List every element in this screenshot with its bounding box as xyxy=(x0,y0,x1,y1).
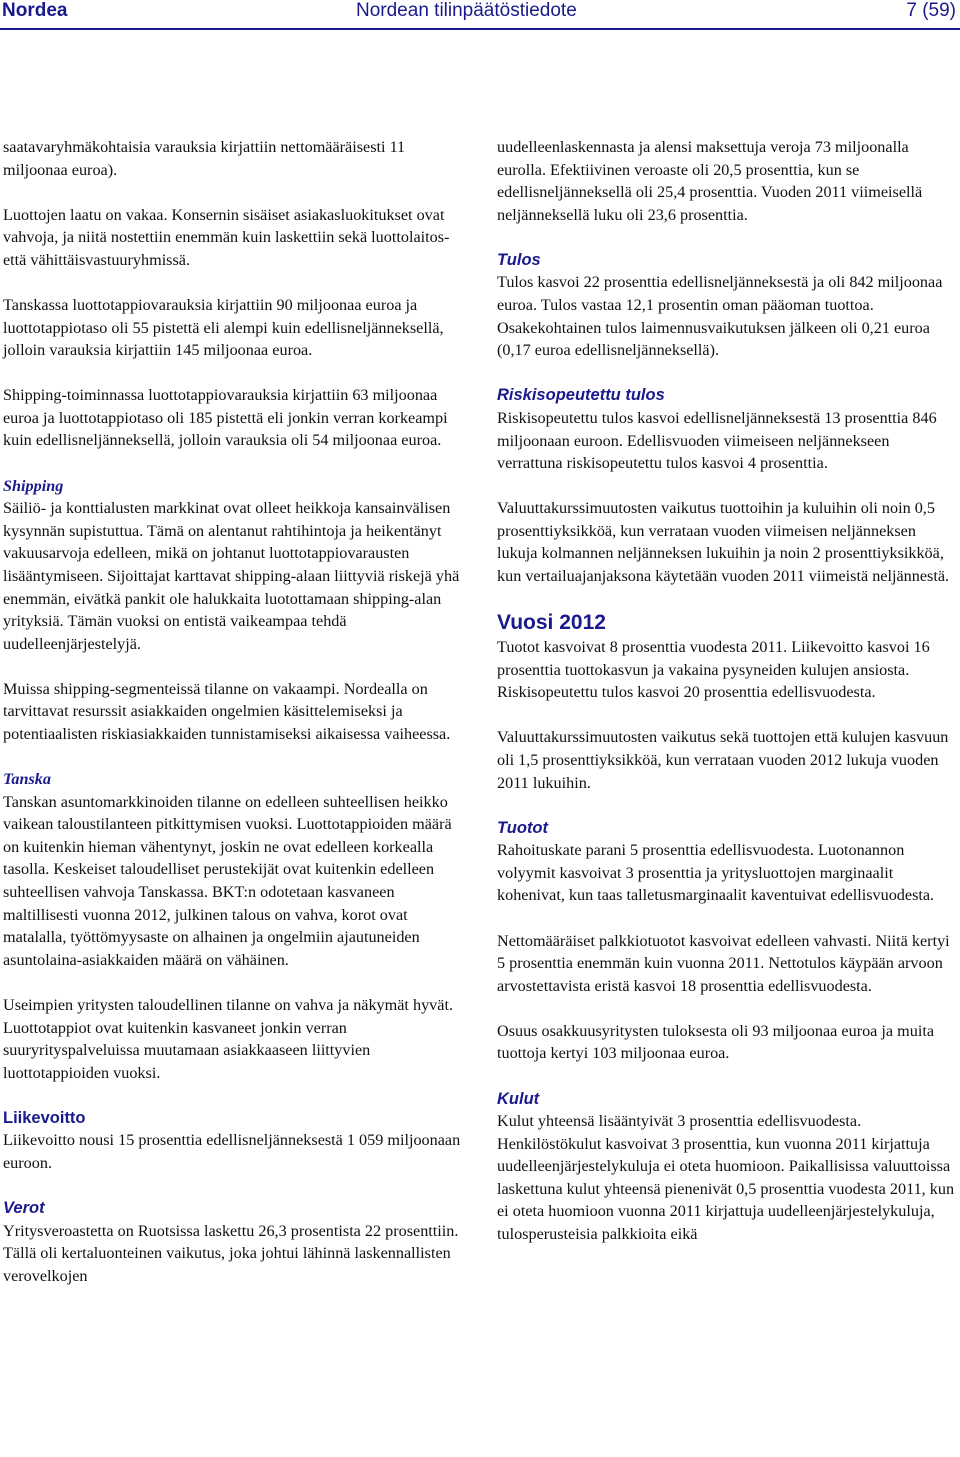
paragraph: Yritysveroastetta on Ruotsissa laskettu 26,3 prosentista 22 prosenttiin. Tällä oli kertaluonteinen vaikutus, joka johtui lähinnä laskennallisten verovelkojen xyxy=(3,1221,459,1285)
section-heading-riskisopeutettu-tulos: Riskisopeutettu tulos xyxy=(497,386,665,405)
section-heading-tuotot: Tuotot xyxy=(497,818,549,837)
paragraph: Säiliö- ja konttialusten markkinat ovat olleet heikkoja kansainvälisen kysynnän supistuttua. Tämä on alentanut rahtihintoja ja heikentänyt vakuusarvoja edelleen, mikä on johtanut luottotappiovarausten lisääntymiseen. Sijoittajat karttavat shipping-alaan liittyviä riskejä yhä enemmän, eivätkä pankit ole halukkaita luotottamaan shipping-alan yrityksiä. Tämän vuoksi on entistä vaikeampaa tehdä uudelleenjärjestelyjä. xyxy=(3,499,460,653)
header-brand: Nordea xyxy=(2,0,68,21)
section-heading-tulos: Tulos xyxy=(497,250,541,269)
paragraph: Tanskassa luottotappiovarauksia kirjattiin 90 miljoonaa euroa ja luottotappiotaso oli 55 pistettä eli alempi kuin edellisneljänneksellä, jolloin varauksia kirjattiin 145 miljoonaa euroa. xyxy=(3,295,444,360)
section-heading-shipping: Shipping xyxy=(3,476,64,495)
paragraph: Tanskan asuntomarkkinoiden tilanne on edelleen suhteellisen heikko vaikean taloustilanteen pitkittymisen vuoksi. Luottotappioiden määrä on kuitenkin hieman vähentynyt, joskin ne ovat edelleen korkealla tasolla. Keskeiset taloudelliset perustekijät ovat kuitenkin edelleen suhteellisen vahvoja Tanskassa. BKT:n odotetaan kasvaneen maltillisesti vuonna 2012, julkinen talous on vahva, korot ovat matalalla, työttömyysaste on alhainen ja ongelmiin ajautuneiden asuntolaina-asiakkaiden määrä on vähäinen. xyxy=(3,792,452,969)
paragraph: Riskisopeutettu tulos kasvoi edellisneljänneksestä 13 prosenttia 846 miljoonaan euroon. Edellisvuoden viimeiseen neljännekseen verrattuna riskisopeutettu tulos kasvoi 4 prosenttia. xyxy=(497,408,937,473)
paragraph: Nettomääräiset palkkiotuotot kasvoivat edelleen vahvasti. Niitä kertyi 5 prosenttia enemmän kuin vuonna 2011. Nettotulos käypään arvoon arvostettavista eristä kasvoi 18 prosenttia edellisvuodesta. xyxy=(497,931,950,995)
section-heading-kulut: Kulut xyxy=(497,1089,540,1108)
paragraph: Useimpien yritysten taloudellinen tilanne on vahva ja näkymät hyvät. Luottotappiot ovat kuitenkin kasvaneet jonkin verran suuryrityspalveluissa muutamaan asiakkaaseen liittyvien luottotappioiden vuoksi. xyxy=(3,995,453,1082)
paragraph: Rahoituskate parani 5 prosenttia edellisvuodesta. Luotonannon volyymit kasvoivat 3 prosenttia ja yritysluottojen marginaalit kohenivat, kun taas talletusmarginaalit kaventuivat edellisvuodesta. xyxy=(497,841,935,905)
paragraph: Luottojen laatu on vakaa. Konsernin sisäiset asiakasluokitukset ovat vahvoja, ja niitä nostettiin enemmän kuin laskettiin sekä luottolaitos- että vähittäisvastuuryhmissä. xyxy=(3,205,450,269)
section-heading-verot: Verot xyxy=(3,1199,45,1218)
header-document-title: Nordean tilinpäätöstiedote xyxy=(356,0,577,21)
section-heading-vuosi-2012: Vuosi 2012 xyxy=(497,611,606,635)
paragraph: Valuuttakurssimuutosten vaikutus sekä tuottojen että kulujen kasvuun oli 1,5 prosenttiyksikköä, kun verrataan vuoden 2012 lukuja vuoden 2011 lukuihin. xyxy=(497,728,949,792)
paragraph: Tuotot kasvoivat 8 prosenttia vuodesta 2011. Liikevoitto kasvoi 16 prosenttia tuottokasvun ja vakaina pysyneiden kulujen ansiosta. Riskisopeutettu tulos kasvoi 20 prosenttia edellisvuodesta. xyxy=(497,638,930,702)
paragraph: Liikevoitto nousi 15 prosenttia edellisneljänneksestä 1 059 miljoonaan euroon. xyxy=(3,1131,461,1172)
section-heading-tanska: Tanska xyxy=(3,770,51,789)
paragraph: Valuuttakurssimuutosten vaikutus tuottoihin ja kuluihin oli noin 0,5 prosenttiyksikköä, kun verrataan vuoden viimeisen neljänneksen lukuja kolmannen neljänneksen lukuihin ja noin 2 prosenttiyksikköä, kun vertailuajanjaksona käytetään vuoden 2011 viimeistä neljännestä. xyxy=(497,499,950,585)
right-column xyxy=(497,136,959,1268)
paragraph: uudelleenlaskennasta ja alensi maksettuja veroja 73 miljoonalla eurolla. Efektiivinen veroaste oli 20,5 prosenttia, kun se edellisneljänneksellä oli 25,4 prosenttia. Vuoden 2011 viimeisellä neljänneksellä luku oli 23,6 prosenttia. xyxy=(497,138,923,224)
paragraph: saatavaryhmäkohtaisia varauksia kirjattiin nettomääräisesti 11 miljoonaa euroa). xyxy=(3,138,406,179)
header-page-number: 7 (59) xyxy=(906,0,956,21)
page-header xyxy=(0,0,960,30)
paragraph: Muissa shipping-segmenteissä tilanne on vakaampi. Nordealla on tarvittavat resurssit asiakkaiden ongelmien käsittelemiseksi ja potentiaalisten riskiasiakkaiden tunnistamiseksi aikaisessa vaiheessa. xyxy=(3,679,451,743)
paragraph: Shipping-toiminnassa luottotappiovarauksia kirjattiin 63 miljoonaa euroa ja luottotappiotaso oli 185 pistettä eli jonkin verran korkeampi kuin edellisneljänneksellä, jolloin varauksia oli 54 miljoonaa euroa. xyxy=(3,386,448,450)
left-column xyxy=(3,136,471,1310)
paragraph: Tulos kasvoi 22 prosenttia edellisneljänneksestä ja oli 842 miljoonaa euroa. Tulos vastaa 12,1 prosentin oman pääoman tuottoa. Osakekohtainen tulos laimennusvaikutuksen jälkeen oli 0,21 euroa (0,17 euroa edellisneljänneksellä). xyxy=(497,273,943,360)
section-heading-liikevoitto: Liikevoitto xyxy=(3,1108,86,1127)
paragraph: Osuus osakkuusyritysten tuloksesta oli 93 miljoonaa euroa ja muita tuottoja kertyi 103 miljoonaa euroa. xyxy=(497,1021,934,1063)
paragraph: Kulut yhteensä lisääntyivät 3 prosenttia edellisvuodesta. Henkilöstökulut kasvoivat 3 prosenttia, kun vuonna 2011 kirjattuja uudelleenjärjestelykuluja ei oteta huomioon. Paikallisissa valuuttoissa laskettuna kulut yhteensä pienenivät 0,5 prosenttia vuodesta 2011, kun ei oteta huomioon vuonna 2011 kirjattuja uudelleenjärjestelykuluja, tulosperusteisia palkkioita eikä xyxy=(497,1112,955,1244)
